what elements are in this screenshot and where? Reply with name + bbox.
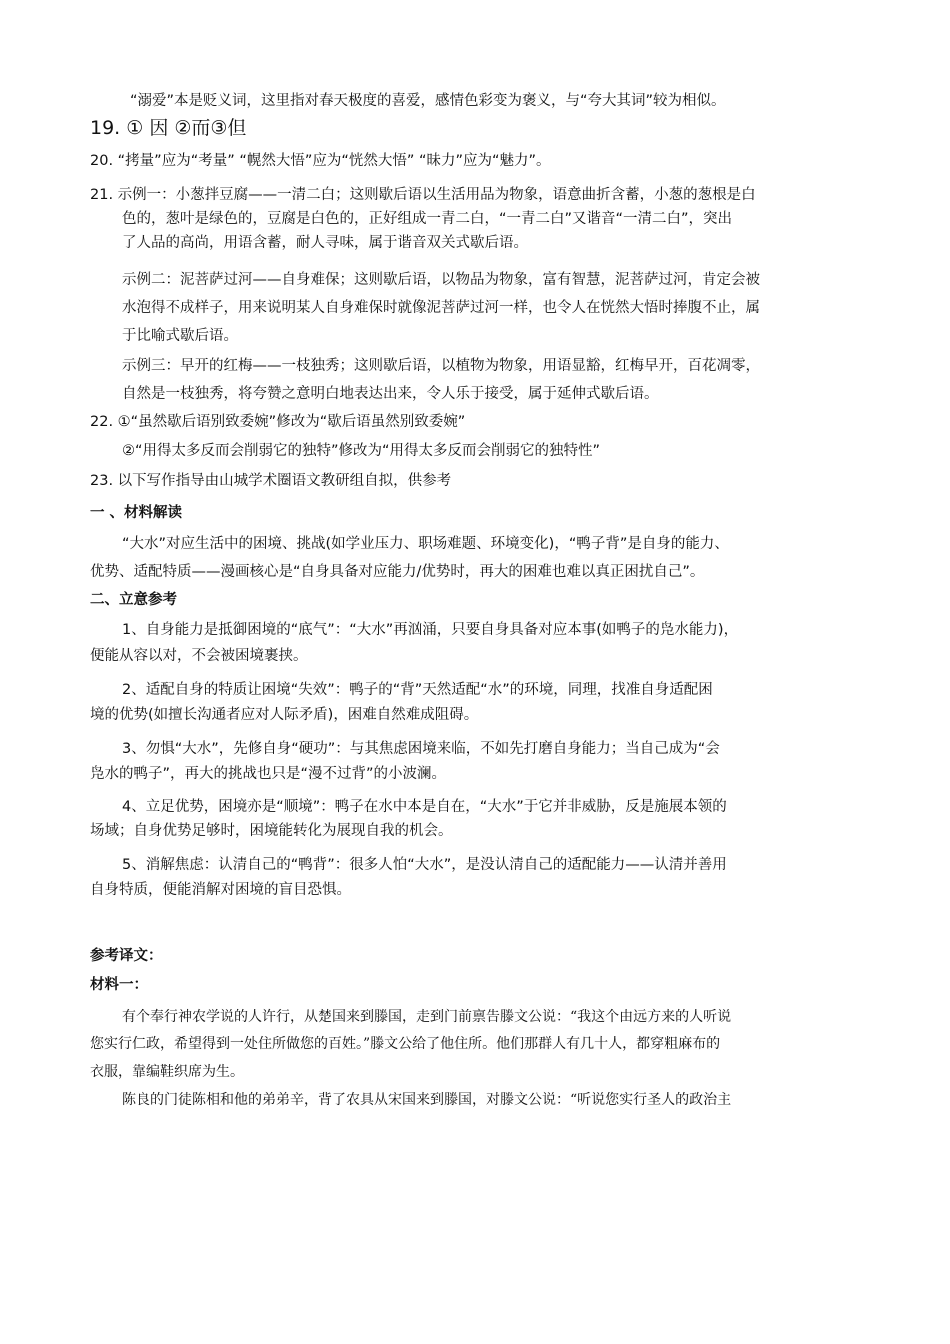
text-line: 自身特质，便能消解对困境的盲目恐惧。: [90, 882, 351, 898]
text-line: 您实行仁政，希望得到一处住所做您的百姓。”滕文公给了他住所。他们那群人有几十人，都穿粗麻布的: [90, 1036, 721, 1052]
text-line: 示例三：早开的红梅——一枝独秀；这则歇后语，以植物为物象，用语显豁，红梅早开，百花凋零，: [122, 358, 760, 374]
section-heading: 二、立意参考: [90, 592, 177, 608]
section-heading: 一 、材料解读: [90, 505, 183, 521]
item-20: 20. “拷量”应为“考量” “幌然大悟”应为“恍然大悟” “昧力”应为“魅力”。: [90, 153, 551, 169]
text-line: 凫水的鸭子”，再大的挑战也只是“漫不过背”的小波澜。: [90, 766, 447, 782]
section-heading: 材料一：: [90, 977, 148, 993]
text-line: 便能从容以对，不会被困境裹挟。: [90, 648, 308, 664]
item-21: 21. 示例一：小葱拌豆腐——一清二白；这则歇后语以生活用品为物象，语意曲折含蓄，小葱的葱根是白: [90, 187, 756, 203]
text-line: 于比喻式歇后语。: [122, 328, 238, 344]
text-line: 了人品的高尚，用语含蓄，耐人寻味，属于谐音双关式歇后语。: [122, 235, 528, 251]
text-line: 示例二：泥菩萨过河——自身难保；这则歇后语，以物品为物象，富有智慧，泥菩萨过河，肯定会被: [122, 272, 760, 288]
text-line: 水泡得不成样子，用来说明某人自身难保时就像泥菩萨过河一样，也令人在恍然大悟时捧腹不止，属: [122, 300, 760, 316]
text-line: 色的，葱叶是绿色的，豆腐是白色的，正好组成一青二白，“一青二白”又谐音“一清二白”，突出: [122, 211, 733, 227]
text-line: “大水”对应生活中的困境、挑战(如学业压力、职场难题、环境变化)，“鸭子背”是自身的能力、: [122, 536, 729, 552]
text-line: 境的优势(如擅长沟通者应对人际矛盾)，困难自然难成阻碍。: [90, 707, 479, 723]
item-22: 22. ①“虽然歇后语别致委婉”修改为“歇后语虽然别致委婉”: [90, 414, 466, 430]
text-line: 2、适配自身的特质让困境“失效”：鸭子的“背”天然适配“水”的环境，同理，找准自身适配困: [122, 682, 713, 698]
text-line: 5、消解焦虑：认清自己的“鸭背”：很多人怕“大水”，是没认清自己的适配能力——认清并善用: [122, 857, 727, 873]
text-line: 1、自身能力是抵御困境的“底气”：“大水”再汹涌，只要自身具备对应本事(如鸭子的凫水能力)，: [122, 622, 739, 638]
text-line: “溺爱”本是贬义词，这里指对春天极度的喜爱，感情色彩变为褒义，与“夸大其词”较为相似。: [130, 93, 726, 109]
text-line: 衣服，靠编鞋织席为生。: [90, 1064, 244, 1080]
section-heading: 参考译文：: [90, 948, 163, 964]
text-line: 3、勿惧“大水”，先修自身“硬功”：与其焦虑困境来临，不如先打磨自身能力；当自己成为“会: [122, 741, 720, 757]
text-line: ②“用得太多反而会削弱它的独特”修改为“用得太多反而会削弱它的独特性”: [122, 443, 601, 459]
text-line: 有个奉行神农学说的人许行，从楚国来到滕国，走到门前禀告滕文公说：“我这个由远方来的人听说: [122, 1009, 732, 1025]
item-23: 23. 以下写作指导由山城学术圈语文教研组自拟，供参考: [90, 473, 452, 489]
text-line: 场域；自身优势足够时，困境能转化为展现自我的机会。: [90, 823, 453, 839]
text-line: 优势、适配特质——漫画核心是“自身具备对应能力/优势时，再大的困难也难以真正困扰自己”。: [90, 564, 705, 580]
item-19: 19. ① 因 ②而③但: [90, 117, 247, 139]
text-line: 陈良的门徒陈相和他的弟弟辛，背了农具从宋国来到滕国，对滕文公说：“听说您实行圣人的政治主: [122, 1092, 732, 1108]
text-line: 4、立足优势，困境亦是“顺境”：鸭子在水中本是自在，“大水”于它并非威胁，反是施展本领的: [122, 799, 727, 815]
text-line: 自然是一枝独秀，将夸赞之意明白地表达出来，令人乐于接受，属于延伸式歇后语。: [122, 386, 659, 402]
